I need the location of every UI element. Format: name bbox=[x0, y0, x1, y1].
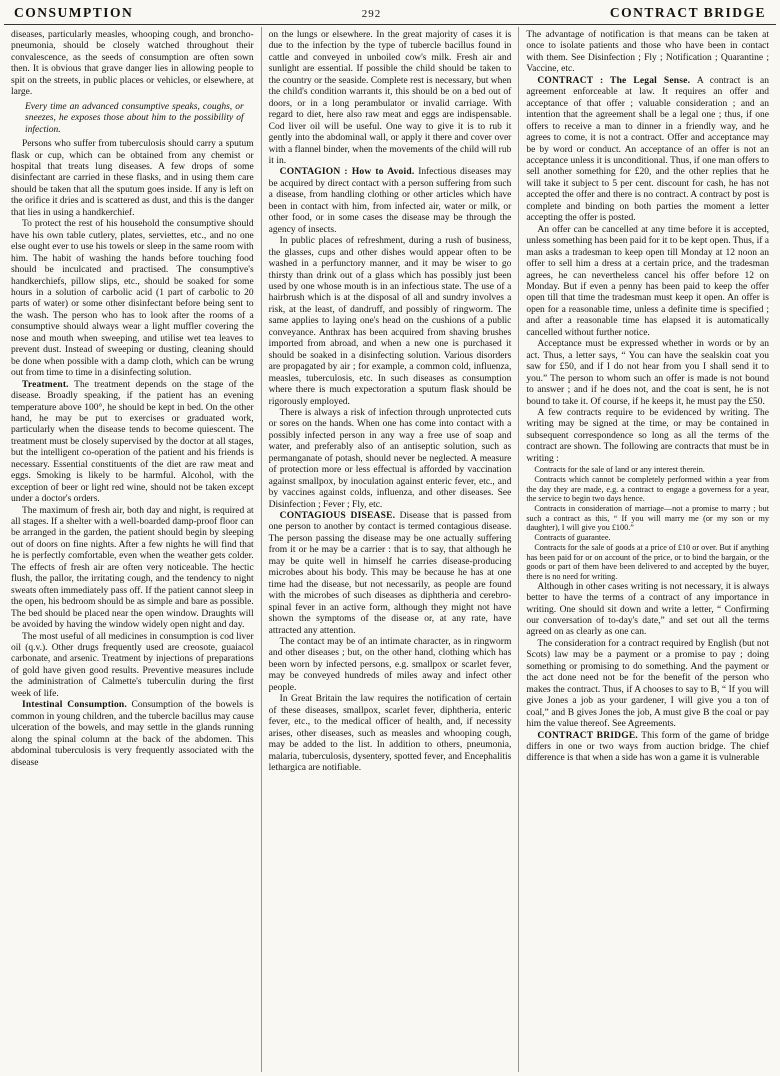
entry-paragraph: CONTRACT : The Legal Sense. A contract is an agreement enforceable at law. It requires an offer and acceptance of that offer ; valuable consideration ; and an intention that the agreement shall be a legal one ; thus, if one offers to receive a man to dinner in a friendly way, and he agrees to come, it is not a contract. Offer and acceptance may be by word or conduct. An acceptance of an offer is not an acceptance unless it is unconditional. Thus, if one man offers to sell another something for £20, and the other replies that he will take it subject to 5 per cent. discount for cash, he has not accepted the offer and there is no contract. A contract by post is complete and binding on both parties the moment a letter accepting the offer is posted. bbox=[526, 75, 770, 224]
paragraph: Contracts in consideration of marriage—not a promise to marry ; but such a contract as this, “ If you will marry me (or my son or my daughter), I will give you £100.” bbox=[526, 504, 770, 533]
entry-heading: CONTRACT BRIDGE. bbox=[537, 730, 638, 741]
paragraph: The contact may be of an intimate character, as in ringworm and other diseases ; but, on the other hand, clothing which has been worn by infected persons, e.g. smallpox or scarlet fever, may be conveyed hundreds of miles away and infect other people. bbox=[268, 637, 512, 693]
column-1 bbox=[4, 27, 261, 1072]
paragraph: A few contracts require to be evidenced by writing. The writing may be signed at the time, or may be contained in subsequent correspondence so long as all the terms of the contract are shown. The following are contracts that must be in writing : bbox=[526, 407, 770, 464]
text-columns bbox=[0, 25, 780, 1076]
paragraph: Contracts for the sale of land or any interest therein. bbox=[534, 465, 705, 475]
entry-heading: Intestinal Consumption. bbox=[22, 700, 127, 711]
paragraph: The consideration for a contract required by English (but not Scots) law may be a payment or a promise to pay ; doing something or promising to do something. And the payment or the act done need not be for the benefit of the person who makes the contract. Thus, if A chooses to say to B, “ If you will give Jones a job as your gardener, I will give you a ton of coal,” and B gives Jones the job, A must give B the coal or pay him the value thereof. See Agreements. bbox=[526, 638, 770, 730]
header-left-title: CONSUMPTION bbox=[14, 5, 134, 20]
paragraph: Contracts for the sale of goods at a price of £10 or over. But if anything has been paid for or on account of the price, or to bind the bargain, or the goods or part of them have been delivered to and accepted by the buyer, there is no need for writing. bbox=[526, 542, 770, 581]
paragraph: Contracts of guarantee. bbox=[534, 533, 611, 543]
column-3 bbox=[518, 27, 776, 1072]
entry-paragraph: CONTRACT BRIDGE. This form of the game of bridge differs in one or two ways from auction bridge. The chief difference is that when a side has won a game it is vulnerable bbox=[526, 730, 770, 764]
paragraph: In public places of refreshment, during a rush of business, the glasses, cups and other dishes would appear often to be washed in a perfunctory manner, and it may be wiser to go thirsty than drink out of a glass which has possibly just been used by one whose mouth is in an infectious state. The use of a hairbrush which is at the disposal of all and sundry involves a risk, at the least, of dandruff, and possibly of ringworm. The same applies to laying one's head on the cushions of a public conveyance. Anthrax has been acquired from shaving brushes imported from abroad, and when a new one is purchased it should be soaked in a disinfecting solution. Various disorders are propagated by air ; for example, a common cold, influenza, measles, tuberculosis, etc. In such diseases as consumption where there is much expectoration a sputum flask should be rigorously employed. bbox=[268, 236, 512, 407]
entry-heading: CONTRACT : The Legal Sense. bbox=[537, 75, 691, 86]
paragraph: Contracts which cannot be completely performed within a year from the day they are made, e.g. a contract to engage a governess for a year, the service to begin two days hence. bbox=[526, 474, 770, 504]
paragraph: To protect the rest of his household the consumptive should have his own table cutlery, plates, serviettes, etc., and no one else ought ever to use his towels or sleep in the same room with him. The habit of washing the hands before touching food should be inculcated and practised. The consumptive's handkerchiefs, pillow slips, etc., should be soaked for some hours in a solution of carbolic acid (1 part of carbolic to 20 parts of water) or some other disinfectant before being sent to the wash. The person who has to look after the rooms of a consumptive should always wear a light muffler covering the nose and mouth when sweeping, and utilise wet tea leaves to prevent dust. Instead of sweeping or dusting, cleaning should be done when possible with a damp cloth, which can be wrung out from time to time in a disinfecting solution. bbox=[11, 219, 254, 379]
running-header bbox=[4, 0, 776, 25]
paragraph: The advantage of notification is that means can be taken at once to isolate patients and those who have been in contact with them. See Disinfection ; Fly ; Notification ; Quarantine ; Vaccine, etc. bbox=[526, 30, 770, 75]
paragraph: on the lungs or elsewhere. In the great majority of cases it is due to the infection by the type of tubercle bacillus found in cattle and conveyed in unboiled cow's milk. Fresh air and sunlight are essential. If possible the child should be taken to the country or the seaside. Complete rest is necessary, but when the child's condition warrants it, this should be on a bed out of doors, or in a long perambulator or invalid carriage. With regard to diet, here also raw meat and eggs are indispensable. Cod liver oil will be useful. One way to give it is to rub it gently into the abdominal wall, or apply it there and cover over with a flannel binder, when the movements of the child will rub it in. bbox=[268, 30, 512, 166]
entry-heading: CONTAGION : How to Avoid. bbox=[279, 167, 415, 178]
paragraph: Acceptance must be expressed whether in words or by an act. Thus, a letter says, “ You can have the sealskin coat you saw for £50, and if I do not hear from you I shall send it to you.” The person to whom such an offer is made is not bound to answer ; and if he does not, and the coat is sent, he is not bound to take it. Of course, if he keeps it, he must pay the £50. bbox=[526, 339, 770, 407]
entry-heading: CONTAGIOUS DISEASE. bbox=[279, 511, 396, 522]
paragraph: diseases, particularly measles, whooping cough, and broncho-pneumonia, should be closely watched throughout their convalescence, as the seeds of consumption are often sown then. It is obvious that grave danger lies in allowing people to spit on the streets, in public places or vehicles, or elsewhere, at large. bbox=[11, 30, 254, 98]
entry-paragraph: Treatment. The treatment depends on the stage of the disease. Broadly speaking, if the patient has an evening temperature above 100°, he should be kept in bed. On the other hand, he may be put to exercises or graduated work, particularly when the disease tends to become quiescent. The treatment must be closely supervised by the doctor at all stages, but the intelligent co-operation of the patient and his friends is necessary. Essential constituents of the diet are raw meat and eggs. Smoking is likely to be harmful. Alcohol, with the exception of beer or light red wine, should not be taken except under a doctor's orders. bbox=[11, 379, 254, 505]
entry-heading: Treatment. bbox=[22, 379, 69, 390]
column-2 bbox=[261, 27, 519, 1072]
paragraph: There is always a risk of infection through unprotected cuts or sores on the hands. When one has come into contact with a possibly infected person in any way a free use of soap and water, and preferably also of an antiseptic solution, such as permanganate of potash, should never be neglected. A measure of protection more or less effectual is afforded by vaccination against smallpox, by inoculation against enteric fever, etc., and by vaccines against colds, influenza, and other diseases. See Disinfection ; Fever ; Fly, etc. bbox=[268, 407, 512, 510]
paragraph: The maximum of fresh air, both day and night, is required at all stages. If a shelter with a well-boarded damp-proof floor can be arranged in the garden, the patient should begin by sleeping out of doors on fine nights. After a few nights he will find that he is perfectly comfortable, even when the weather gets colder. The effects of fresh air are often very noticeable. The hectic flush, the pallor, the irritating cough, and the tendency to night sweats often immediately pass off. If the patient cannot sleep in the open, his bedroom should be as simple and bare as possible. The bed should be placed near the open window. Draughts will be avoided by having the window widely open night and day. bbox=[11, 505, 254, 631]
entry-paragraph: CONTAGION : How to Avoid. Infectious diseases may be acquired by direct contact with a person suffering from such a disease, from handling clothing or other articles which have been in contact with him, from infected air, water or milk, or other food, or in some cases the disease may be through the agency of insects. bbox=[268, 167, 512, 235]
paragraph: The most useful of all medicines in consumption is cod liver oil (q.v.). Other drugs frequently used are creosote, guaiacol carbonate, and arsenic. Treatment by injections of preparations of gold have given good results. Preventive measures include the administration of Calmette's tuberculin during the first week of life. bbox=[11, 631, 254, 699]
entry-paragraph: Intestinal Consumption. Consumption of the bowels is common in young children, and the tubercle bacillus may cause ulceration of the bowels, and may settle in the glands running along the spinal column at the back of the abdomen. This abdominal tuberculosis is very frequently associated with the disease bbox=[11, 700, 254, 768]
entry-paragraph: CONTAGIOUS DISEASE. Disease that is passed from one person to another by contact is termed contagious disease. The person passing the disease may be one actually suffering from it or he may be a carrier : that is to say, that although he may be quite well in himself he carries disease-producing microbes about his body. This may be because he has at one time had the disease, but not necessarily, as people are found with the microbes of such diseases as diphtheria and cerebro-spinal fever in an active form, although they might not have shown the symptoms of the disease or, at any rate, have attracted any attention. bbox=[268, 511, 512, 636]
paragraph: Every time an advanced consumptive speaks, coughs, or sneezes, he exposes those about him to the possibility of infection. bbox=[25, 101, 244, 135]
page-number: 292 bbox=[361, 8, 382, 20]
paragraph: Although in other cases writing is not necessary, it is always better to have the terms of a contract of any importance in writing. One should sit down and write a letter, “ Confirming our conversation of to-day's date,” and set out all the terms agreed on as clearly as one can. bbox=[526, 581, 770, 638]
paragraph: Persons who suffer from tuberculosis should carry a sputum flask or cup, which can be obtained from any chemist or hospital that treats lung diseases. A few drops of some disinfectant are carried in these flasks, and in using them care should be taken that all the sputum goes inside. If any is left on the orifice it dries and is scattered as dust, and this is the danger that lies in using a handkerchief. bbox=[11, 139, 254, 218]
header-right-title: CONTRACT BRIDGE bbox=[609, 5, 766, 20]
paragraph: An offer can be cancelled at any time before it is accepted, unless something has been paid for it to be kept open. Thus, if a man asks a tradesman to keep open till Monday at 12 noon an offer to sell him a dress at a certain price, and the tradesman agrees, he can nevertheless cancel his offer before 12 on Monday. But if even a penny has been paid to keep the offer open till that time the tradesman must keep it open. An offer is open for a reasonable time, unless a definite time is specified ; and after a reasonable time has elapsed it is automatically cancelled without further notice. bbox=[526, 224, 770, 338]
paragraph: In Great Britain the law requires the notification of certain of these diseases, smallpox, scarlet fever, diphtheria, enteric fever, etc., to the medical officer of health, and, if necessity arises, other diseases, such as measles and whooping cough, may be added to the list. In addition to others, pneumonia, malaria, tuberculosis, dysentery, spotted fever, and Encephalitis lethargica are notifiable. bbox=[268, 694, 512, 773]
